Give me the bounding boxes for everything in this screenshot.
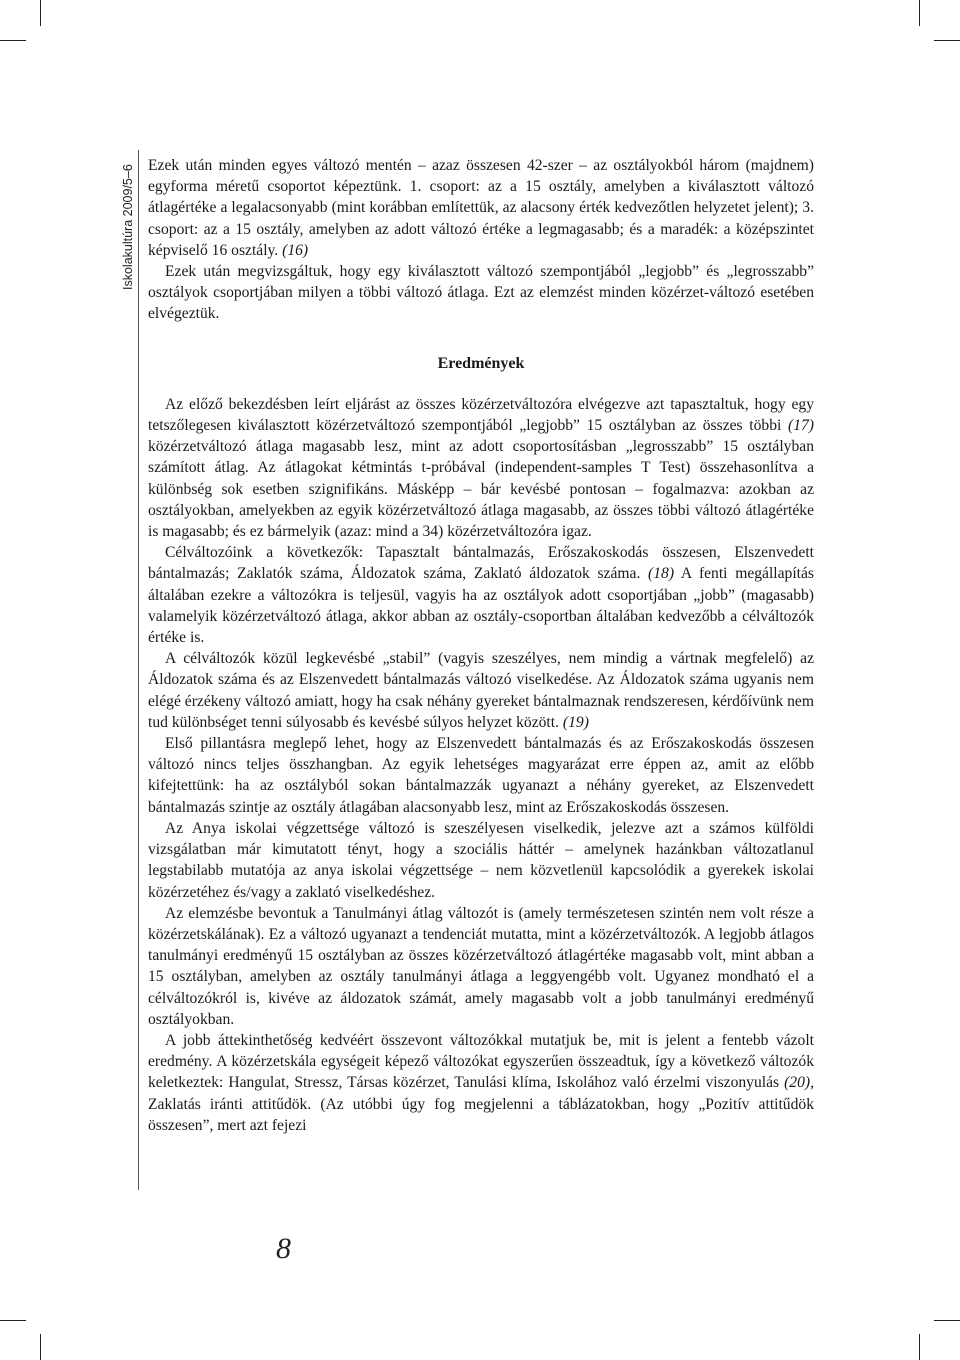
footnote-ref-18: (18)	[648, 565, 675, 583]
paragraph-7: Az Anya iskolai végzettsége változó is szeszélyesen viselkedik, jelezve azt a számos külföldi vizsgálatban már kimutatott tényt, hogy a szociális háttér – amelynek hazánkban változatlanul legstabilabb mutatója az anya iskolai végzettsége – nem közvetlenül kapcsolódik a gyerekek iskolai közérzetéhez és/vagy a zaklató viselkedéshez.	[148, 819, 814, 901]
crop-mark-top-left	[40, 0, 41, 26]
margin-rule	[138, 150, 139, 1190]
paragraph-6: Első pillantásra meglepő lehet, hogy az Elszenvedett bántalmazás és az Erőszakoskodás összesen változó nincs teljes összhangban. Az egyik lehetséges magyarázat erre éppen az, amit az előbb kifejtettünk: ha az osztályból sokan bántalmazzák ugyanazt a néhány gyereket, az Elszenvedett bántalmazás szintje az osztály átlagában alacsonyabb lesz, mint az Erőszakoskodás összesen.	[148, 735, 814, 816]
footnote-ref-19: (19)	[562, 713, 589, 731]
footnote-ref-20: (20),	[784, 1074, 814, 1092]
crop-mark-bottom-left-h	[0, 1320, 26, 1321]
crop-mark-bottom-right-h	[934, 1320, 960, 1321]
paragraph-2: Ezek után megvizsgáltuk, hogy egy kiválasztott változó szempontjából „legjobb” és „legrosszabb” osztályok csoportjában milyen a többi változó átlaga. Ezt az elemzést minden közérzet-változó esetében elvégeztük.	[148, 263, 814, 323]
paragraph-8: Az elemzésbe bevontuk a Tanulmányi átlag változót is (amely természetesen szintén nem volt része a közérzetskálának). Ez a változó ugyanazt a tendenciát mutatta, mint a közérzetváltozók. A legjobb átlagos tanulmányi eredményű 15 osztályban az összes közérzetváltozó átlagértéke magasabb volt, mint abban a 15 osztályban, amelyben az osztály tanulmányi átlaga a leggyengébb volt. Ugyanez mondható el a célváltozókról is, kivéve az áldozatok számát, amely magasabb volt a jobb tanulmányi eredményű osztályokban.	[148, 904, 814, 1028]
crop-mark-top-right-h	[934, 40, 960, 41]
body-text	[148, 155, 814, 1136]
paragraph-1: Ezek után minden egyes változó mentén – azaz összesen 42-szer – az osztályokból három (majdnem) egyforma méretű csoportot képeztünk. 1. csoport: az a 15 osztály, amelyben a kiválasztott változó átlagértéke a legalacsonyabb (mint korábban említettük, az alacsony érték kedvezőtlen helyzetet jelent); 3. csoport: az a 15 osztály, amelyben az adott változó értéke a legmagasabb; és a maradék: a középszintet képviselő 16 osztály. (16)	[148, 157, 814, 259]
footnote-ref-17: (17)	[788, 417, 814, 435]
page-number: 8	[276, 1232, 291, 1265]
paragraph-3: Az előző bekezdésben leírt eljárást az összes közérzetváltozóra elvégezve azt tapasztaltuk, hogy egy tetszőlegesen kiválasztott közérzetváltozó szempontjából „legjobb” 15 osztályban az összes többi (17) közérzetváltozó átlaga magasabb lesz, mint az adott csoportosításban „legrosszabb” 15 osztályban számított átlag. Az átlagokat kétmintás t-próbával (independent-samples T Test) összehasonlítva a különbség sok esetben szignifikáns. Másképp – bár kevésbé pontosan – fogalmazva: azokban az osztályokban, amelyekben az egyik közérzetváltozó átlaga magasabb, az összes többi változó átlagértéke is magasabb; és ez bármelyik (azaz: mind a 34) közérzetváltozóra igaz.	[148, 395, 814, 541]
paragraph-5: A célváltozók közül legkevésbé „stabil” (vagyis szeszélyes, nem mindig a vártnak megfelelő) az Áldozatok száma és az Elszenvedett bántalmazás változó viselkedése. Az Áldozatok száma ugyanis nem elégé érzékeny változó amiatt, hogy ha csak néhány gyereket bántalmaznak rendszeresen, kérdőívünk nem tud különbséget tenni súlyosabb és kevésbé súlyos helyzet között. (19)	[148, 650, 814, 731]
crop-mark-top-right	[919, 0, 920, 26]
crop-mark-bottom-right	[919, 1334, 920, 1360]
paragraph-4: Célváltozóink a következők: Tapasztalt bántalmazás, Erőszakoskodás összesen, Elszenvedett bántalmazás; Zaklatók száma, Áldozatok száma, Zaklató áldozatok száma. (18) A fenti megállapítás általában ezekre a változókra is teljesül, vagyis ha az osztályok adott csoportjában „jobb” (magasabb) valamelyik közérzetváltozó átlaga, akkor abban az osztály-csoportban általában kedvezőbb a célváltozók értéke is.	[148, 544, 814, 647]
footnote-ref-16: (16)	[282, 241, 309, 259]
section-heading: Eredmények	[437, 354, 525, 372]
crop-mark-top-left-h	[0, 40, 26, 41]
running-head: Iskolakultúra 2009/5–6	[121, 164, 135, 290]
crop-mark-bottom-left	[40, 1334, 41, 1360]
paragraph-9: A jobb áttekinthetőség kedvéért összevont változókkal mutatjuk be, mit is jelent a fentebb vázolt eredmény. A közérzetskála egységeit képező változókat egyszerűen összeadtuk, így a következő változók keletkeztek: Hangulat, Stressz, Társas közérzet, Tanulási klíma, Iskolához való érzelmi viszonyulás (20), Zaklatás iránti attitűdök. (Az utóbbi úgy fog megjelenni a táblázatokban, hogy „Pozitív attitűdök összesen”, mert azt fejezi	[148, 1031, 814, 1134]
